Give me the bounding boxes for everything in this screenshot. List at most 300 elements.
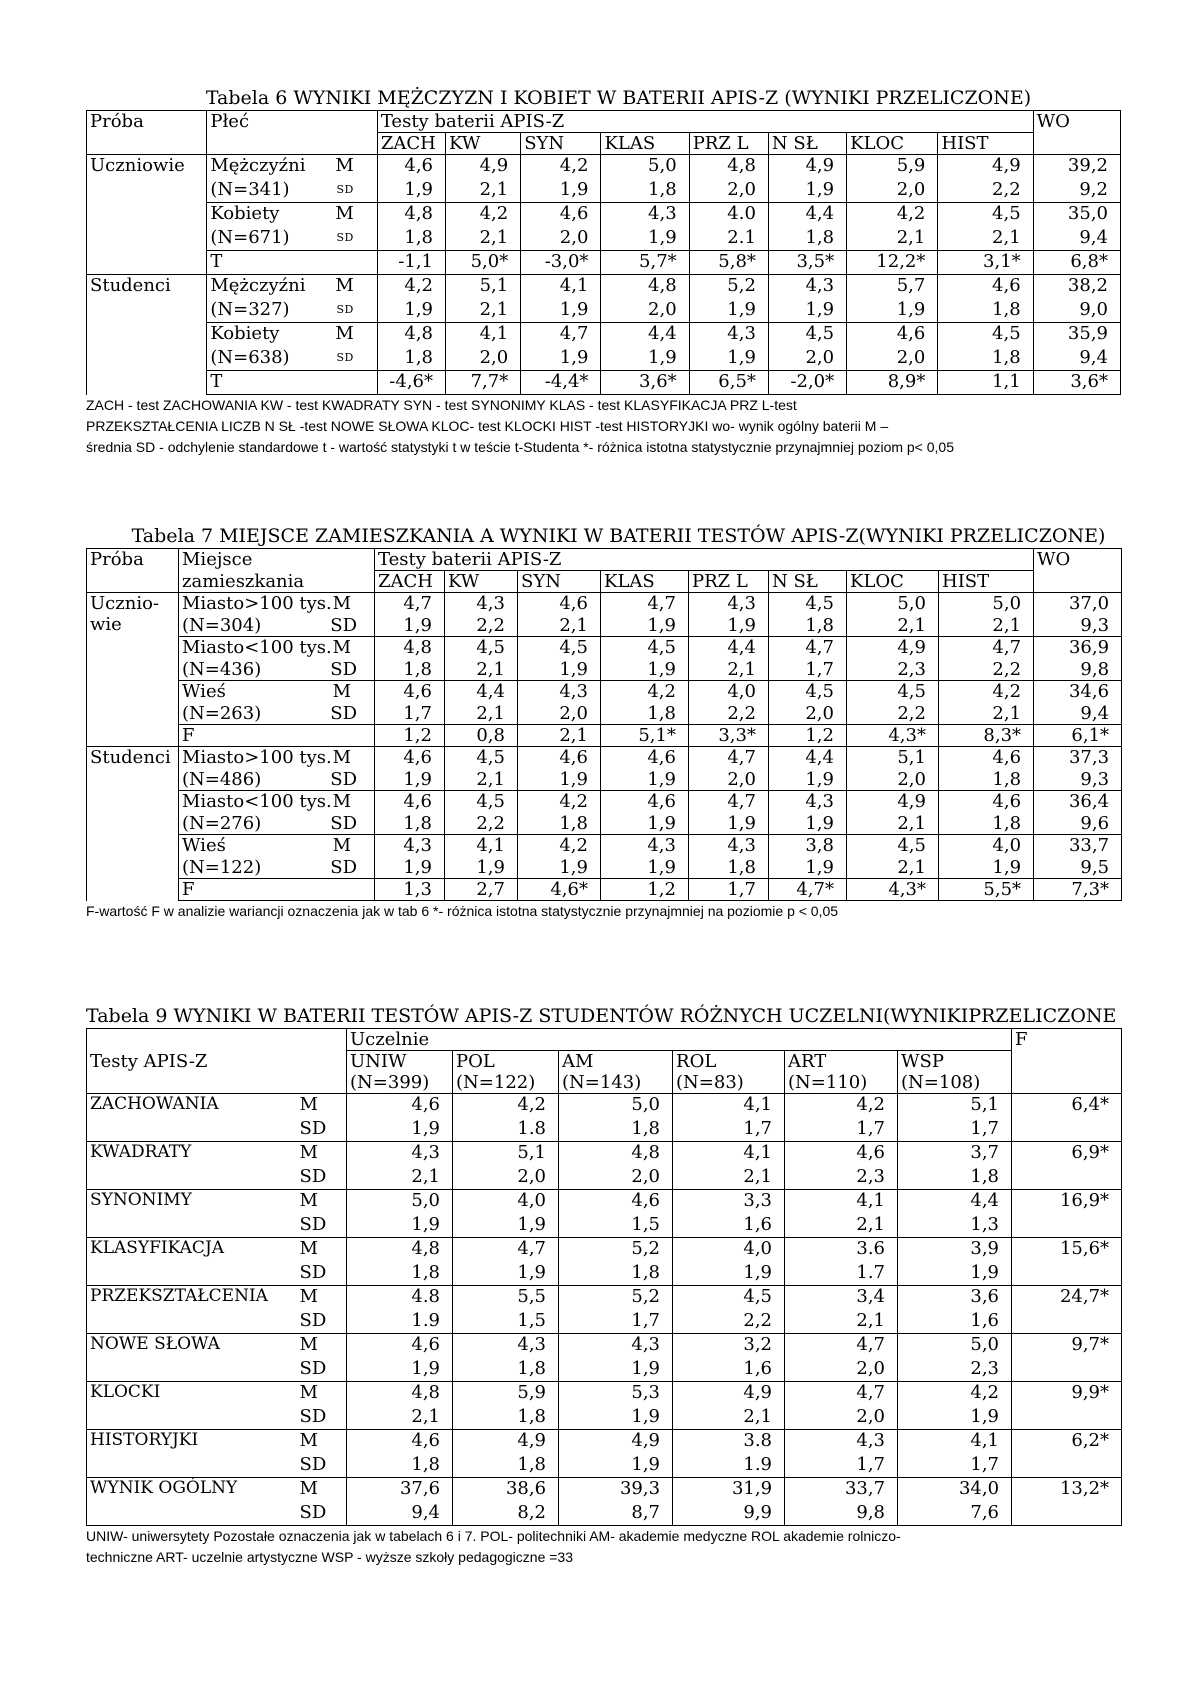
table-row [87, 1262, 1122, 1286]
test-name: NOWE SŁOWA [87, 1334, 297, 1358]
mean-value: 4,3 [689, 593, 769, 615]
sd-value: 2,0 [453, 1166, 559, 1190]
stat-label-m: M [332, 747, 351, 768]
stat-label-m: M [335, 275, 354, 296]
group-label-line: Ucznio- [90, 593, 160, 614]
sample-size: (N=276) [182, 812, 262, 834]
sd-value: 9,0 [1033, 299, 1120, 323]
sample-size: (N=341) [210, 178, 290, 200]
sample-size: (N=436) [182, 658, 262, 680]
sd-value: 1,9 [445, 857, 518, 879]
sd-value: 1,9 [769, 857, 847, 879]
mean-value: 4,2 [377, 275, 445, 299]
mean-value: 4,3 [518, 681, 601, 703]
mean-value: 5,7 [847, 275, 938, 299]
f-value: 9,9* [1012, 1382, 1122, 1406]
table7-body [87, 549, 1122, 901]
table7-caption: Tabela 7 MIEJSCE ZAMIESZKANIA A WYNIKI W BATERII TESTÓW APIS-Z(WYNIKI PRZELICZONE) [131, 525, 1106, 547]
mean-value: 4,9 [847, 791, 939, 813]
sd-value: 1,8 [453, 1358, 559, 1382]
stat-label-sd: SD [330, 614, 357, 636]
mean-value: 37,6 [347, 1478, 453, 1502]
stat-label-sd: SD [336, 230, 354, 244]
mean-value: 4,6 [938, 275, 1033, 299]
sd-value: 1,9 [521, 299, 601, 323]
sd-value: 2,0 [521, 227, 601, 251]
mean-value: 4,2 [785, 1094, 898, 1118]
subgroup-n [207, 299, 377, 323]
table-row [87, 791, 1122, 813]
mean-value: 4,6 [785, 1142, 898, 1166]
subgroup-label [179, 791, 375, 813]
sd-value: 2,1 [785, 1310, 898, 1334]
f-value: 2,7 [445, 879, 518, 901]
sd-value: 1,5 [453, 1310, 559, 1334]
subgroup-label-row [182, 835, 371, 856]
sd-value: 2,2 [938, 179, 1033, 203]
f-value: 6,1* [1034, 725, 1122, 747]
group-label [87, 747, 179, 901]
t-label: T [207, 251, 377, 275]
table-row [87, 275, 1121, 299]
mean-value: 4,1 [785, 1190, 898, 1214]
sd-value: 9,8 [1034, 659, 1122, 681]
f-blank [1012, 1358, 1122, 1382]
mean-value: 4,6 [847, 323, 938, 347]
t-label: T [207, 371, 377, 395]
sd-value: 1,8 [559, 1262, 673, 1286]
sd-value: 1.9 [347, 1310, 453, 1334]
subgroup-name: Miasto>100 tys. [182, 747, 332, 768]
col-header-uczelnie: Uczelnie [347, 1029, 1012, 1051]
mean-value: 31,9 [673, 1478, 785, 1502]
sd-value: 1,9 [769, 769, 847, 791]
mean-value: 4,2 [601, 681, 689, 703]
mean-value: 4,3 [785, 1430, 898, 1454]
sd-value: 1,9 [601, 769, 689, 791]
sd-value: 1,8 [375, 659, 445, 681]
col-header-testy [87, 1029, 347, 1094]
mean-value: 3,6 [898, 1286, 1012, 1310]
mean-value: 5,0 [601, 155, 689, 179]
sd-value: 2,1 [847, 857, 939, 879]
col-header-test: KLAS [601, 571, 689, 593]
group-label: Studenci [87, 275, 207, 395]
sd-value: 2,0 [847, 179, 938, 203]
mean-value: 4,5 [938, 203, 1033, 227]
mean-value: 5,0 [559, 1094, 673, 1118]
mean-value: 4,5 [769, 593, 847, 615]
sd-value: 1,8 [347, 1454, 453, 1478]
subgroup-label [207, 323, 377, 347]
sd-value: 8,7 [559, 1502, 673, 1526]
col-header-uczelnia: UNIW [347, 1051, 453, 1073]
table-row [87, 1502, 1122, 1526]
subgroup-label [179, 681, 375, 703]
sd-value: 1,5 [559, 1214, 673, 1238]
subgroup-name: Miasto>100 tys. [182, 593, 332, 614]
mean-value: 4,3 [689, 835, 769, 857]
table-row [87, 593, 1122, 615]
table-row [87, 323, 1121, 347]
mean-value: 37,3 [1034, 747, 1122, 769]
sd-value: 1,8 [898, 1166, 1012, 1190]
col-header-test: KW [446, 133, 521, 155]
mean-value: 4.8 [347, 1286, 453, 1310]
sd-value: 1,9 [768, 299, 846, 323]
mean-value: 5,3 [559, 1382, 673, 1406]
sd-value: 1,9 [521, 347, 601, 371]
sd-value: 1,9 [559, 1454, 673, 1478]
col-header-proba: Próba [87, 549, 179, 593]
sd-value: 1,9 [377, 179, 445, 203]
mean-value: 4,5 [673, 1286, 785, 1310]
sd-value: 2,1 [445, 659, 518, 681]
subgroup-label [179, 637, 375, 659]
table6 [86, 110, 1121, 395]
col-header-n: (N=110) [785, 1072, 898, 1094]
sd-value: 2,0 [446, 347, 521, 371]
col-header-test: HIST [938, 133, 1033, 155]
f-value: 4,7* [769, 879, 847, 901]
f-value: 15,6* [1012, 1238, 1122, 1262]
col-header-wo: WO [1034, 549, 1122, 593]
subgroup-label [179, 835, 375, 857]
sd-value: 1,8 [601, 179, 689, 203]
mean-value: 4,9 [938, 155, 1033, 179]
mean-value: 4,3 [689, 323, 768, 347]
test-name-blank [87, 1406, 297, 1430]
subgroup-label-row [210, 203, 373, 224]
test-name-blank [87, 1310, 297, 1334]
col-header-test: ZACH [377, 133, 445, 155]
f-value: 8,3* [939, 725, 1034, 747]
sd-value: 1,9 [347, 1118, 453, 1142]
sd-value: 1.7 [785, 1262, 898, 1286]
mean-value: 4,7 [601, 593, 689, 615]
stat-label-m: M [297, 1478, 347, 1502]
sd-value: 9,3 [1034, 769, 1122, 791]
group-label [87, 593, 179, 747]
sd-value: 1,9 [375, 769, 445, 791]
f-label: F [179, 725, 375, 747]
mean-value: 4,4 [768, 203, 846, 227]
sd-value: 1,9 [521, 179, 601, 203]
sd-value: 2,1 [689, 659, 769, 681]
table6-note-line: PRZEKSZTAŁCENIA LICZB N SŁ -test NOWE SŁOWA KLOC- test KLOCKI HIST -test HISTORYJKI wo- wynik ogólny baterii M – [86, 418, 889, 434]
subgroup-n [179, 857, 375, 879]
table7-note: F-wartość F w analizie wariancji oznaczenia jak w tab 6 *- różnica istotna statystycznie przynajmniej na poziomie p < 0,05 [86, 903, 839, 919]
mean-value: 33,7 [785, 1478, 898, 1502]
mean-value: 5,1 [453, 1142, 559, 1166]
subgroup-name: Wieś [182, 835, 226, 856]
sd-value: 2,1 [939, 703, 1034, 725]
col-header-wo: WO [1033, 111, 1120, 155]
sd-value: 1,6 [898, 1310, 1012, 1334]
sd-value: 2,0 [769, 703, 847, 725]
test-name-blank [87, 1118, 297, 1142]
mean-value: 4,6 [559, 1190, 673, 1214]
stat-label-sd: SD [297, 1118, 347, 1142]
sd-value: 1,7 [673, 1118, 785, 1142]
sd-value: 1,8 [375, 813, 445, 835]
table-row-t [87, 371, 1121, 395]
mean-value: 4,5 [768, 323, 846, 347]
test-name-blank [87, 1262, 297, 1286]
col-header-test: PRZ L [689, 571, 769, 593]
sd-value: 8,2 [453, 1502, 559, 1526]
subgroup-n-row [182, 813, 371, 834]
mean-value: 37,0 [1034, 593, 1122, 615]
mean-value: 4,4 [769, 747, 847, 769]
subgroup-label-row [182, 681, 371, 702]
f-blank [1012, 1310, 1122, 1334]
col-header-n: (N=399) [347, 1072, 453, 1094]
subgroup-name: Mężczyźni [210, 155, 306, 176]
mean-value: 4,6 [377, 155, 445, 179]
subgroup-label-row [182, 637, 371, 658]
sd-value: 1,8 [377, 227, 445, 251]
t-value: -4,6* [377, 371, 445, 395]
mean-value: 4,6 [939, 747, 1034, 769]
mean-value: 4,8 [375, 637, 445, 659]
subgroup-label [179, 747, 375, 769]
sd-value: 2,1 [446, 299, 521, 323]
mean-value: 4,0 [689, 681, 769, 703]
table-row-f [87, 879, 1122, 901]
table-row [87, 1382, 1122, 1406]
mean-value: 4,5 [445, 791, 518, 813]
mean-value: 4,7 [939, 637, 1034, 659]
sd-value: 2,2 [939, 659, 1034, 681]
sd-value: 9,6 [1034, 813, 1122, 835]
table-row [87, 1166, 1122, 1190]
mean-value: 4,3 [769, 791, 847, 813]
subgroup-n [179, 615, 375, 637]
stat-label-sd: SD [330, 702, 357, 724]
sd-value: 1,9 [898, 1262, 1012, 1286]
sd-value: 2,0 [847, 769, 939, 791]
f-value: 6,4* [1012, 1094, 1122, 1118]
mean-value: 4,4 [445, 681, 518, 703]
table9 [86, 1028, 1122, 1526]
mean-value: 5,0 [939, 593, 1034, 615]
sd-value: 1,8 [938, 347, 1033, 371]
sample-size: (N=122) [182, 856, 262, 878]
sd-value: 1,8 [939, 813, 1034, 835]
mean-value: 4,2 [446, 203, 521, 227]
sd-value: 1,9 [347, 1214, 453, 1238]
f-value: 13,2* [1012, 1478, 1122, 1502]
mean-value: 4,0 [939, 835, 1034, 857]
sd-value: 2,1 [347, 1166, 453, 1190]
mean-value: 3,7 [898, 1142, 1012, 1166]
sd-value: 2,1 [785, 1214, 898, 1238]
mean-value: 4,5 [769, 681, 847, 703]
sd-value: 1,6 [673, 1358, 785, 1382]
sd-value: 2,0 [689, 179, 768, 203]
mean-value: 3,4 [785, 1286, 898, 1310]
sd-value: 1,9 [559, 1358, 673, 1382]
sd-value: 9,4 [1033, 227, 1120, 251]
col-header-miejsce: Miejsce [179, 549, 375, 571]
test-name: WYNIK OGÓLNY [87, 1478, 297, 1502]
mean-value: 36,4 [1034, 791, 1122, 813]
mean-value: 3,9 [898, 1238, 1012, 1262]
mean-value: 4,7 [785, 1334, 898, 1358]
mean-value: 4,0 [673, 1238, 785, 1262]
sd-value: 9,2 [1033, 179, 1120, 203]
sd-value: 9,4 [1034, 703, 1122, 725]
subgroup-label-row [210, 155, 373, 176]
sd-value: 2,3 [847, 659, 939, 681]
mean-value: 4,6 [347, 1094, 453, 1118]
f-value: 7,3* [1034, 879, 1122, 901]
test-name: KLOCKI [87, 1382, 297, 1406]
mean-value: 4,3 [375, 835, 445, 857]
table-row [87, 659, 1122, 681]
col-header-n: (N=108) [898, 1072, 1012, 1094]
table-header-row [87, 111, 1121, 133]
mean-value: 34,6 [1034, 681, 1122, 703]
sd-value: 1,9 [673, 1262, 785, 1286]
mean-value: 4,2 [453, 1094, 559, 1118]
subgroup-label-row [182, 593, 371, 614]
stat-label-sd: SD [297, 1214, 347, 1238]
test-name: ZACHOWANIA [87, 1094, 297, 1118]
mean-value: 5,9 [453, 1382, 559, 1406]
stat-label-sd: SD [297, 1454, 347, 1478]
t-value: 3,6* [1033, 371, 1120, 395]
subgroup-n-row [182, 703, 371, 724]
subgroup-n [207, 227, 377, 251]
mean-value: 5,1 [898, 1094, 1012, 1118]
stat-label-m: M [297, 1334, 347, 1358]
sd-value: 2,1 [347, 1406, 453, 1430]
sd-value: 1,9 [601, 615, 689, 637]
mean-value: 4,9 [559, 1430, 673, 1454]
sd-value: 1,8 [377, 347, 445, 371]
test-name: SYNONIMY [87, 1190, 297, 1214]
subgroup-n-row [210, 299, 373, 320]
table9-body [87, 1029, 1122, 1526]
col-header-test: KLOC [847, 133, 938, 155]
f-blank [1012, 1262, 1122, 1286]
mean-value: 4,2 [847, 203, 938, 227]
col-header-n: (N=143) [559, 1072, 673, 1094]
subgroup-n [179, 703, 375, 725]
stat-label-m: M [335, 155, 354, 176]
mean-value: 5,2 [689, 275, 768, 299]
sd-value: 1,8 [768, 227, 846, 251]
t-value: 12,2* [847, 251, 938, 275]
table-row [87, 1478, 1122, 1502]
sd-value: 2,1 [446, 227, 521, 251]
mean-value: 4,9 [453, 1430, 559, 1454]
col-header-uczelnia: AM [559, 1051, 673, 1073]
table7 [86, 548, 1122, 901]
table-row [87, 637, 1122, 659]
sd-value: 1,9 [601, 659, 689, 681]
mean-value: 4,3 [601, 203, 689, 227]
subgroup-label [207, 203, 377, 227]
mean-value: 4,5 [847, 835, 939, 857]
col-header-test: SYN [521, 133, 601, 155]
mean-value: 4,5 [445, 637, 518, 659]
mean-value: 4,1 [446, 323, 521, 347]
sd-value: 1,9 [689, 347, 768, 371]
mean-value: 4,1 [898, 1430, 1012, 1454]
t-value: -3,0* [521, 251, 601, 275]
mean-value: 4,1 [673, 1094, 785, 1118]
col-header-test: KLOC [847, 571, 939, 593]
table-row [87, 155, 1121, 179]
f-value: 4,3* [847, 879, 939, 901]
stat-label-m: M [335, 203, 354, 224]
subgroup-n [207, 179, 377, 203]
test-name: PRZEKSZTAŁCENIA [87, 1286, 297, 1310]
sd-value: 1,9 [939, 857, 1034, 879]
mean-value: 4,7 [375, 593, 445, 615]
f-blank [1012, 1214, 1122, 1238]
t-value: 1,1 [938, 371, 1033, 395]
sd-value: 2,0 [601, 299, 689, 323]
sd-value: 2,1 [518, 615, 601, 637]
mean-value: 36,9 [1034, 637, 1122, 659]
test-name-blank [87, 1454, 297, 1478]
stat-label-m: M [332, 637, 351, 658]
sd-value: 1,8 [518, 813, 601, 835]
mean-value: 4,6 [521, 203, 601, 227]
col-header-test: PRZ L [689, 133, 768, 155]
sd-value: 1,7 [898, 1118, 1012, 1142]
stat-label-m: M [297, 1238, 347, 1262]
mean-value: 4,5 [518, 637, 601, 659]
t-value: 6,5* [689, 371, 768, 395]
sd-value: 1,7 [898, 1454, 1012, 1478]
mean-value: 5,1 [446, 275, 521, 299]
sd-value: 2,1 [673, 1166, 785, 1190]
sd-value: 1,9 [898, 1406, 1012, 1430]
subgroup-n [179, 813, 375, 835]
col-header-uczelnia: ART [785, 1051, 898, 1073]
sd-value: 1.8 [453, 1118, 559, 1142]
stat-label-sd: SD [297, 1502, 347, 1526]
stat-label-m: M [297, 1286, 347, 1310]
sd-value: 9,9 [673, 1502, 785, 1526]
mean-value: 4,3 [559, 1334, 673, 1358]
table-row [87, 203, 1121, 227]
mean-value: 4,6 [518, 593, 601, 615]
sd-value: 1,9 [601, 227, 689, 251]
mean-value: 4,6 [347, 1430, 453, 1454]
mean-value: 4,2 [518, 791, 601, 813]
stat-label-sd: SD [336, 182, 354, 196]
sd-value: 2,3 [898, 1358, 1012, 1382]
sd-value: 1,9 [847, 299, 938, 323]
f-value: 3,3* [689, 725, 769, 747]
subgroup-name: Kobiety [210, 203, 280, 224]
f-blank [1012, 1166, 1122, 1190]
sd-value: 2,1 [938, 227, 1033, 251]
table-row [87, 1286, 1122, 1310]
sd-value: 1,9 [347, 1358, 453, 1382]
table-row [87, 1118, 1122, 1142]
mean-value: 4,6 [375, 791, 445, 813]
table-row [87, 1430, 1122, 1454]
mean-value: 4,5 [601, 637, 689, 659]
stat-label-m: M [297, 1190, 347, 1214]
